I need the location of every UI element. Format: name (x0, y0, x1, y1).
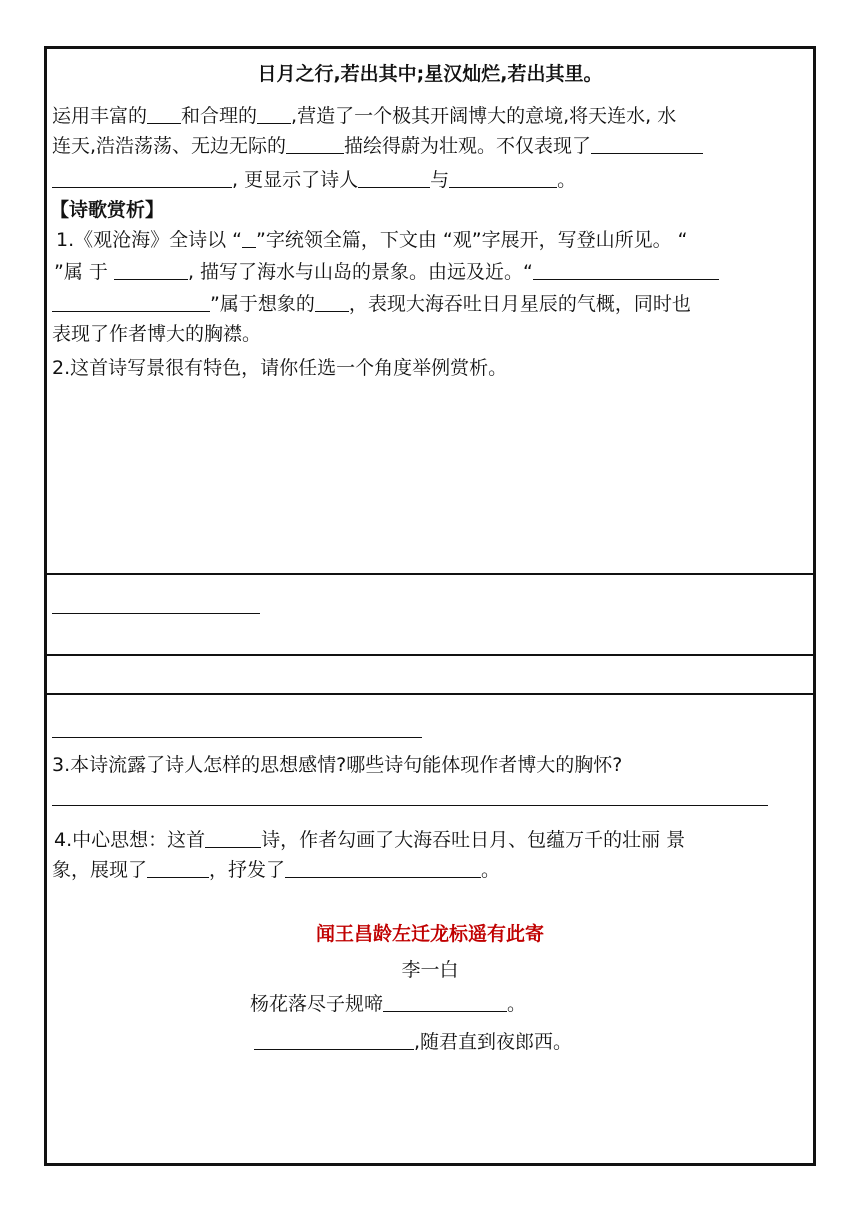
blank[interactable] (533, 261, 719, 280)
table-divider (44, 573, 816, 575)
blank[interactable] (52, 293, 210, 312)
section-title: 【诗歌赏析】 (50, 199, 165, 221)
blank[interactable] (254, 1031, 414, 1050)
intro-line-2: 连天,浩浩荡荡、无边无际的 描绘得蔚为壮观。不仅表现了 (52, 134, 703, 158)
q4-line-2: 象，展现了 ，抒发了 。 (52, 859, 501, 881)
blank[interactable] (52, 169, 232, 188)
answer-line[interactable] (52, 613, 260, 614)
q3-prompt: 3.本诗流露了诗人怎样的思想感情?哪些诗句能体现作者博大的胸怀? (52, 754, 623, 776)
poem2-line-2: ,随君直到夜郎西。 (254, 1030, 572, 1054)
blank[interactable] (449, 169, 557, 188)
table-border-left (44, 574, 46, 694)
poem2-line-1: 杨花落尽子规啼 。 (250, 993, 527, 1015)
q1-line-3: ”属于想象的 ，表现大海吞吐日月星辰的气概，同时也 (52, 292, 691, 316)
q1-line-4: 表现了作者博大的胸襟。 (52, 323, 262, 345)
blank[interactable] (358, 169, 430, 188)
q1-line-1: 1.《观沧海》全诗以 “ ”字统领全篇，下文由 “观”字展开，写登山所见。 “ (56, 229, 688, 251)
blank[interactable] (286, 135, 344, 154)
blank[interactable] (591, 135, 703, 154)
table-divider (44, 693, 816, 695)
answer-line[interactable] (52, 737, 422, 738)
poem2-title: 闻王昌龄左迁龙标遥有此寄 (315, 923, 544, 945)
poem-line: 日月之行,若出其中;星汉灿烂,若出其里。 (257, 63, 603, 85)
blank[interactable] (205, 829, 261, 848)
intro-line-1: 运用丰富的 和合理的 ,营造了一个极其开阔博大的意境,将天连水, 水 (52, 105, 677, 127)
blank[interactable] (257, 105, 291, 124)
q1-line-2: ”属 于 , 描写了海水与山岛的景象。由远及近。“ (54, 260, 719, 284)
answer-line[interactable] (52, 805, 768, 806)
blank[interactable] (147, 859, 209, 878)
q2-prompt: 2.这首诗写景很有特色，请你任选一个角度举例赏析。 (52, 357, 508, 379)
blank[interactable] (147, 105, 181, 124)
table-border-right (813, 574, 815, 694)
blank[interactable] (315, 293, 349, 312)
blank[interactable] (114, 261, 188, 280)
table-divider (44, 654, 816, 656)
q4-line-1: 4.中心思想：这首 诗，作者勾画了大海吞吐日月、包蕴万千的壮丽 景 (54, 829, 686, 851)
blank[interactable] (242, 229, 256, 248)
intro-line-3: , 更显示了诗人 与 。 (52, 168, 576, 192)
blank[interactable] (285, 859, 481, 878)
poem2-author: 李一白 (401, 959, 459, 981)
blank[interactable] (383, 993, 507, 1012)
